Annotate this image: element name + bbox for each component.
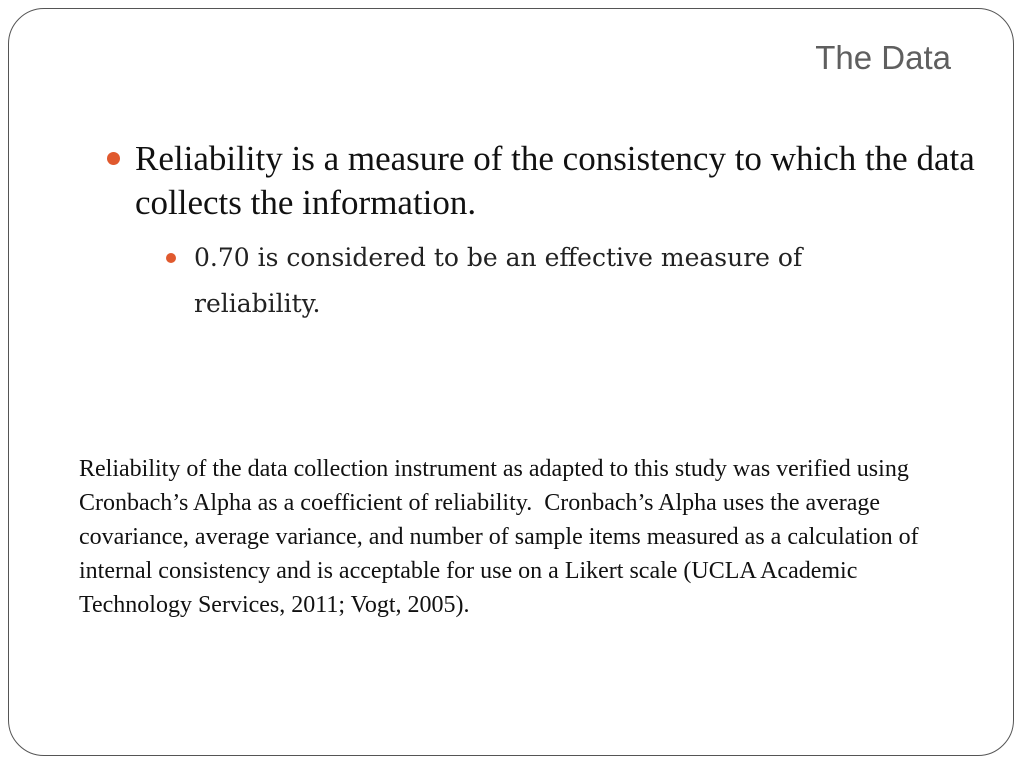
sub-bullet-text: 0.70 is considered to be an effective measure of reliability. — [194, 243, 803, 318]
sub-bullet-item — [166, 239, 866, 327]
bullet-dot-icon — [107, 152, 120, 165]
slide-frame — [8, 8, 1014, 756]
bullet-item — [107, 137, 977, 225]
body-paragraph: Reliability of the data collection instrument as adapted to this study was verified using Cronbach’s Alpha as a coefficient of reliability. Cronbach’s Alpha uses the average covariance, average variance, and number of sample items measured as a calculation of internal consistency and is acceptable for use on a Likert scale (UCLA Academic Technology Services, 2011; Vogt, 2005). — [79, 456, 925, 618]
bullet-text: Reliability is a measure of the consistency to which the data collects the information. — [135, 139, 975, 222]
slide-title: The Data — [815, 39, 951, 76]
sub-bullet-dot-icon — [166, 253, 176, 263]
